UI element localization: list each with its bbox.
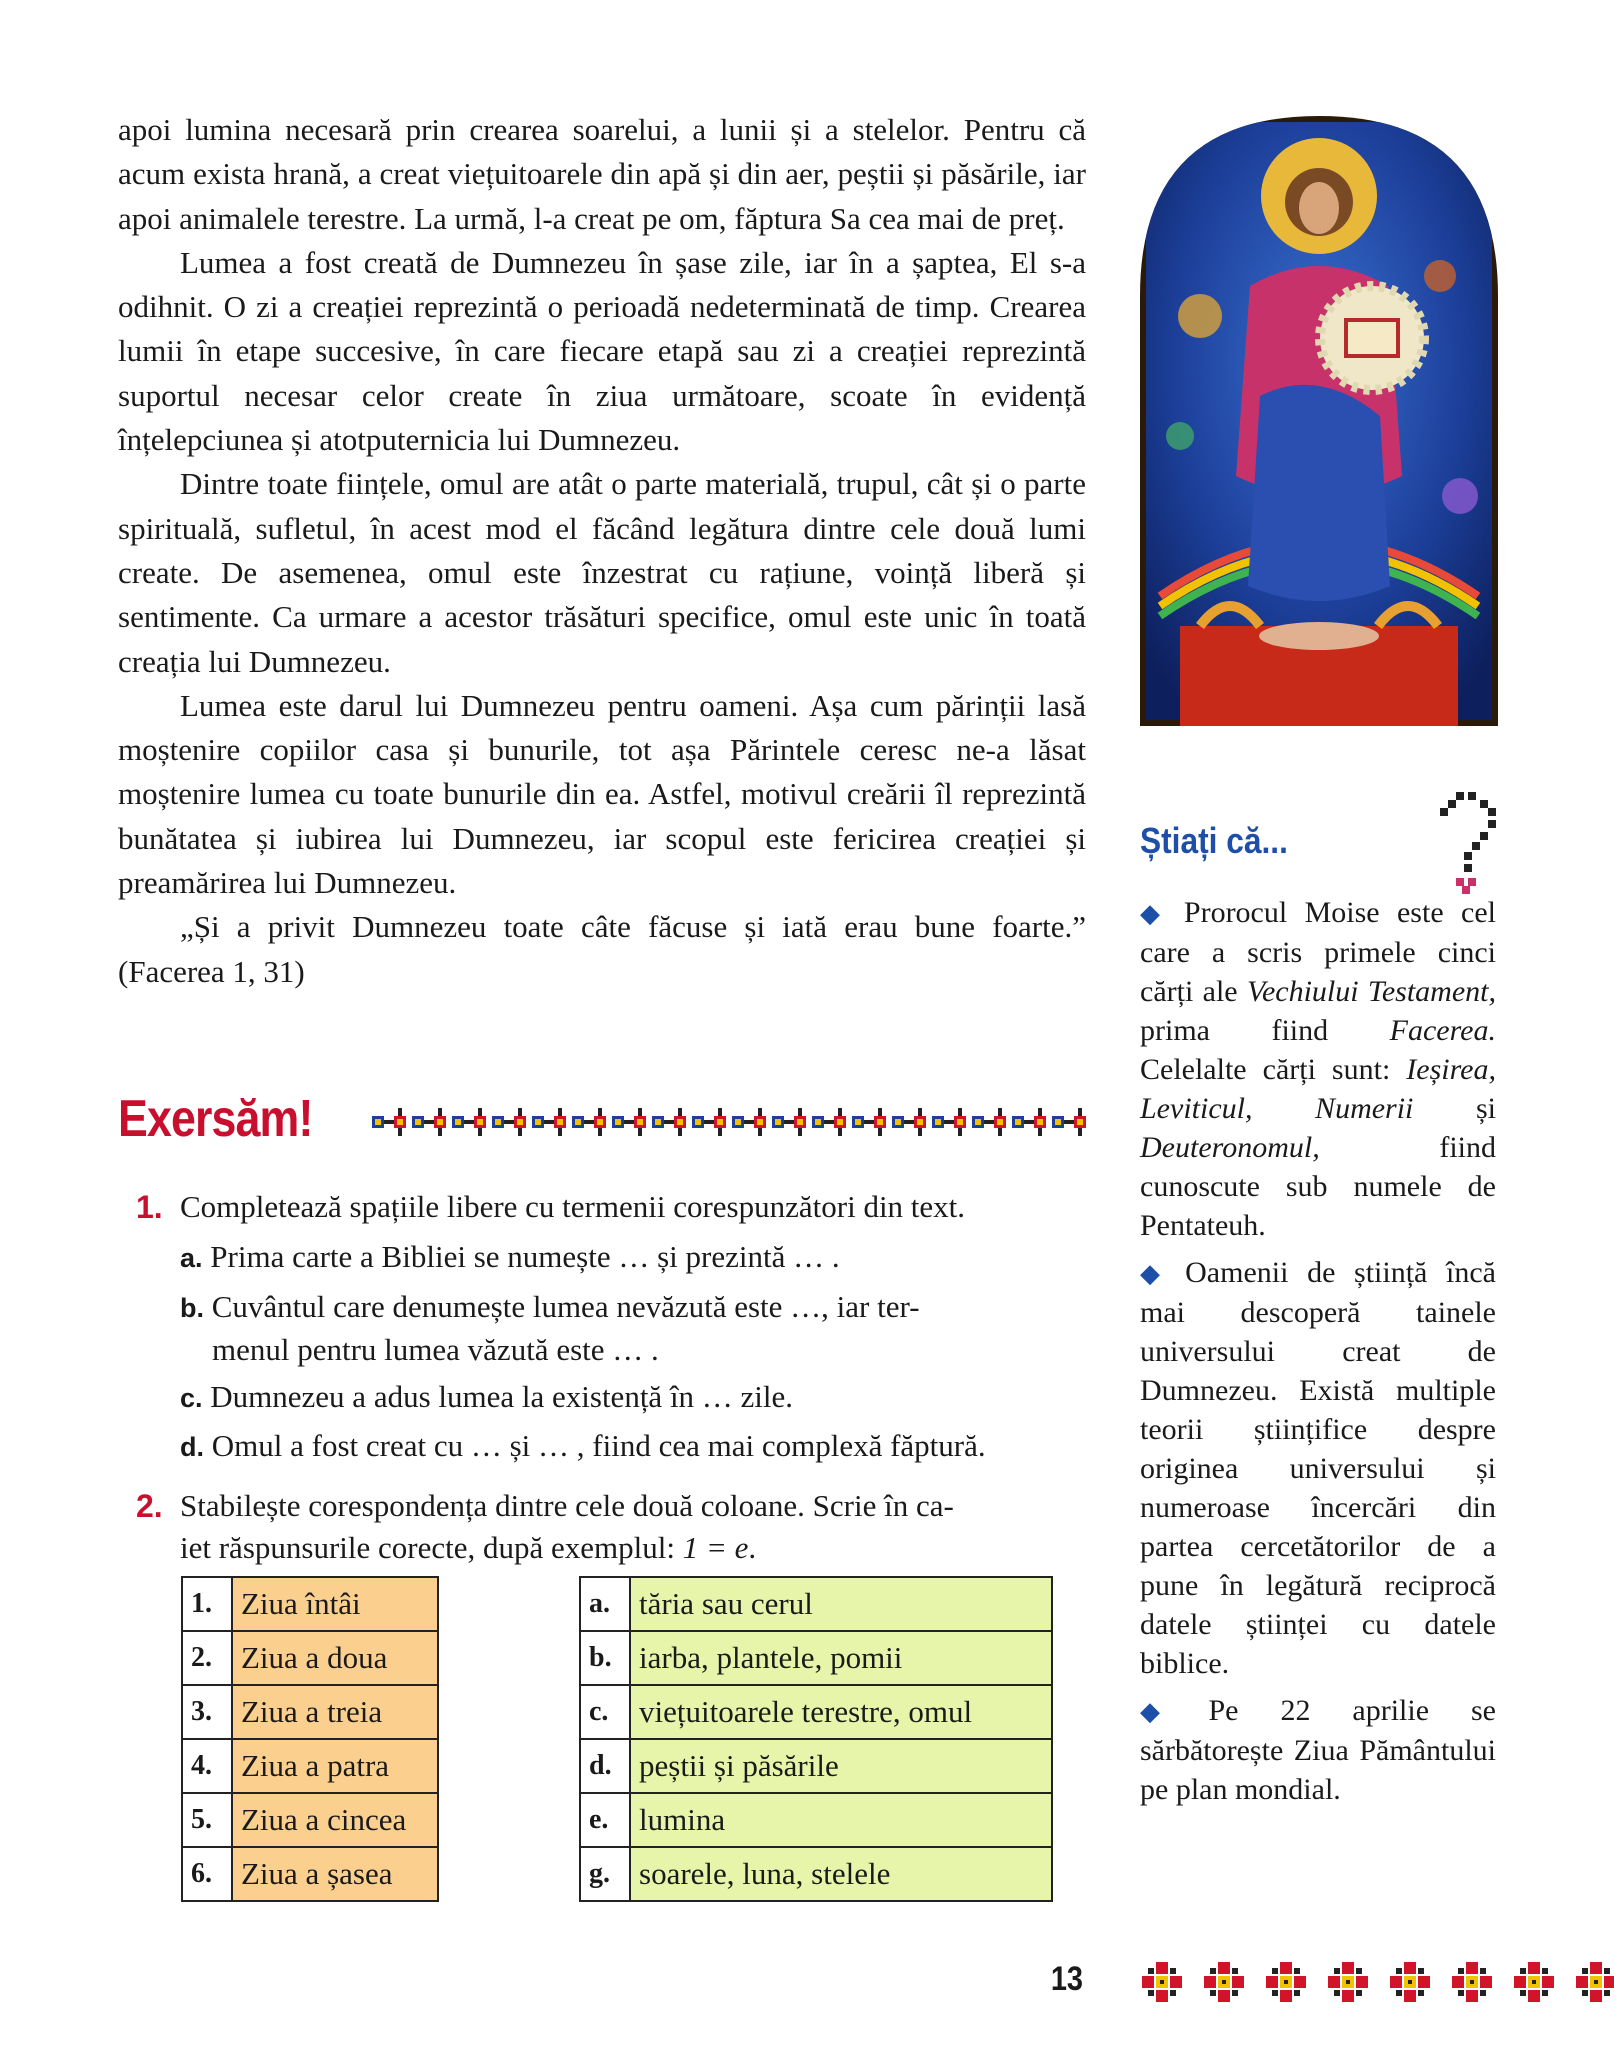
- bible-quote: „Și a privit Dumnezeu toate câte făcuse și iată erau bune foarte.” (Facerea 1, 31): [118, 909, 1086, 989]
- paragraph: Dintre toate ființele, omul are atât o parte materială, trupul, cât și o parte spirituală, sufletul, în acest mod el făcând legătura dintre cele două lumi create. De asemenea, omul este înzestrat cu rațiune, voință liberă și sentimente. Ca urmare a acestor trăsături specifice, omul este unic în toată creația lui Dumnezeu.: [118, 466, 1086, 679]
- table-row: 4. Ziua a patra: [182, 1739, 438, 1793]
- folk-ornament-icon: [370, 1106, 1090, 1138]
- exercise-number: 1.: [136, 1189, 163, 1225]
- diamond-bullet-icon: ◆: [1140, 899, 1170, 928]
- table-row: 6. Ziua a șasea: [182, 1847, 438, 1901]
- paragraph: Lumea a fost creată de Dumnezeu în șase zile, iar în a șaptea, El s-a odihnit. O zi a creației reprezintă o perioadă nedeterminată de timp. Crearea lumii în etape succesive, în care fiecare etapă sau zi a creației reprezintă suportul necesar celor create în ziua următoare, scoate în evidență înțelepciunea și atotputernicia lui Dumnezeu.: [118, 244, 1086, 458]
- sidebar-facts: [1140, 893, 1496, 1817]
- exercise-instruction: Stabilește corespondența dintre cele două coloane. Scrie în ca- iet răspunsurile corecte, după exemplul: 1 = e.: [180, 1488, 954, 1565]
- exercises-title: Exersăm!: [118, 1090, 313, 1148]
- exercise-item: a. Prima carte a Bibliei se numește … și prezintă … .: [180, 1239, 840, 1274]
- exercise-number: 2.: [136, 1488, 163, 1524]
- table-row: c. viețuitoarele terestre, omul: [580, 1685, 1052, 1739]
- table-row: b. iarba, plantele, pomii: [580, 1631, 1052, 1685]
- exercises-header: [118, 1086, 1086, 1156]
- diamond-bullet-icon: ◆: [1140, 1259, 1172, 1288]
- question-mark-icon: [1436, 792, 1500, 896]
- matching-left-column: [181, 1576, 439, 1902]
- table-row: e. lumina: [580, 1793, 1052, 1847]
- sidebar-title: Știați că...: [1140, 820, 1288, 861]
- exercise-1: [118, 1186, 1088, 1476]
- table-row: d. peștii și păsările: [580, 1739, 1052, 1793]
- table-row: g. soarele, luna, stelele: [580, 1847, 1052, 1901]
- page-number: 13: [1050, 1960, 1083, 1998]
- main-text: [118, 108, 1086, 994]
- table-row: 3. Ziua a treia: [182, 1685, 438, 1739]
- folk-ornament-icon: [1138, 1952, 1614, 2012]
- table-row: 2. Ziua a doua: [182, 1631, 438, 1685]
- matching-right-column: [579, 1576, 1053, 1902]
- exercise-item: c. Dumnezeu a adus lumea la existență în … zile.: [180, 1379, 794, 1414]
- paragraph: Lumea este darul lui Dumnezeu pentru oameni. Așa cum părinții lasă moștenire copiilor casa și bunurile, tot așa Părintele ceresc ne-a lăsat moștenire lumea cu toate bunurile din ea. Astfel, motivul creării îl reprezintă bunătatea și iubirea lui Dumnezeu, iar scopul este fericirea creației și preamărirea lui Dumnezeu.: [118, 687, 1086, 901]
- body-text: [118, 108, 1086, 994]
- exercise-item: b. Cuvântul care denumește lumea nevăzută este …, iar ter- menul pentru lumea văzută este … .: [180, 1289, 920, 1367]
- table-row: 5. Ziua a cincea: [182, 1793, 438, 1847]
- exercise-2: [118, 1485, 1088, 1575]
- exercise-item: d. Omul a fost creat cu … și … , fiind cea mai complexă făptură.: [180, 1428, 986, 1463]
- diamond-bullet-icon: ◆: [1140, 1697, 1195, 1726]
- table-row: 1. Ziua întâi: [182, 1577, 438, 1631]
- fact-item: ◆ Pe 22 aprilie se sărbătorește Ziua Pământului pe plan mondial.: [1140, 1694, 1496, 1806]
- fact-item: ◆ Oamenii de știință încă mai descoperă tainele universului creat de Dumnezeu. Există multiple teorii științifice despre originea universului și numeroase încercări din partea cercetătorilor de a pune în legătură reciprocă datele științei cu datele biblice.: [1140, 1256, 1496, 1680]
- exercise-instruction: Completează spațiile libere cu termenii corespunzători din text.: [180, 1189, 966, 1224]
- fact-item: ◆ Prorocul Moise este cel care a scris primele cinci cărți ale Vechiului Testament, prima fiind Facerea. Celelalte cărți sunt: Ieșirea, Leviticul, Numerii și Deuteronomul, fiind cunoscute sub numele de Pentateuh.: [1140, 896, 1497, 1242]
- christ-pantocrator-icon: [1140, 116, 1498, 726]
- paragraph: apoi lumina necesară prin crearea soarelui, a lunii și a stelelor. Pentru că acum exista hrană, a creat viețuitoarele din apă și din aer, peștii și păsările, iar apoi animalele terestre. La urmă, l-a creat pe om, făptura Sa cea mai de preț.: [118, 112, 1086, 236]
- table-row: a. tăria sau cerul: [580, 1577, 1052, 1631]
